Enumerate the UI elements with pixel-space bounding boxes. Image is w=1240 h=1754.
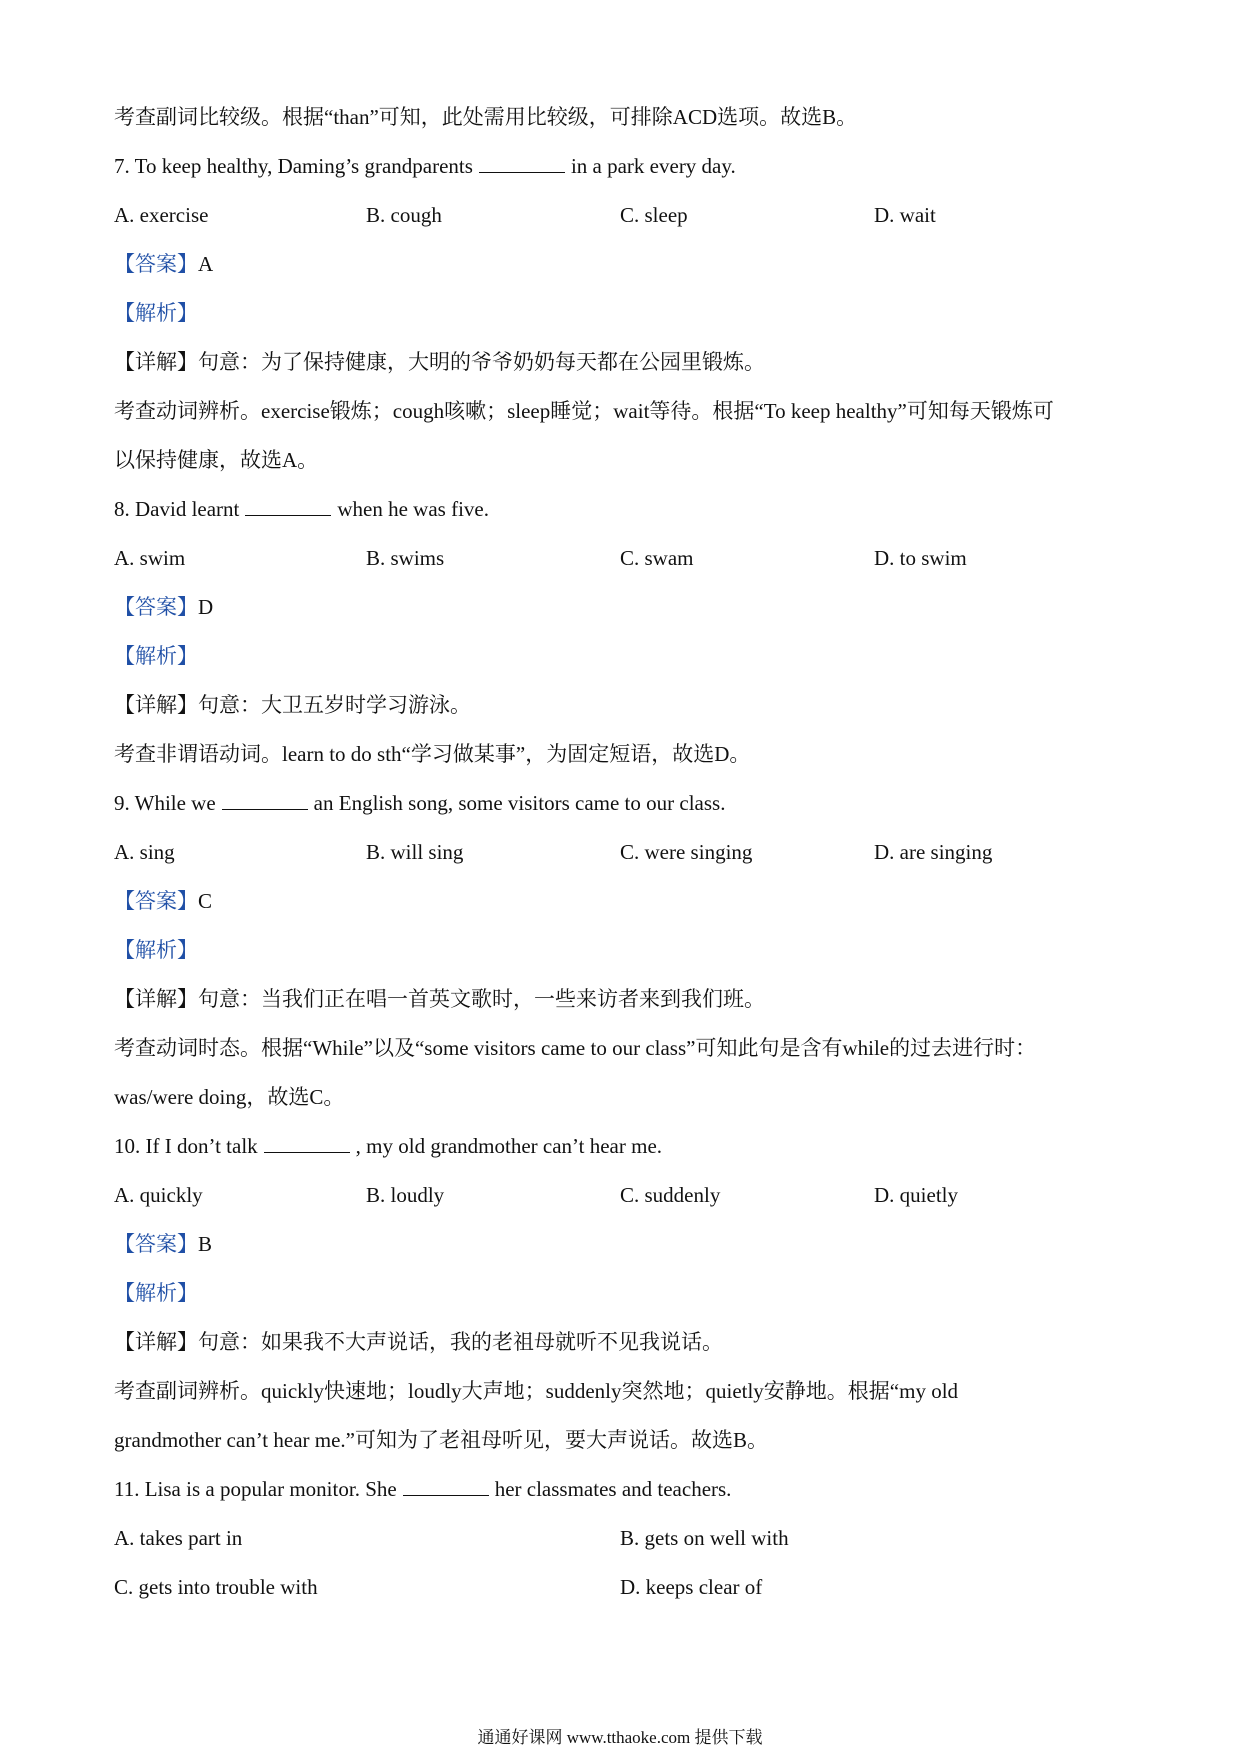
question-8-option-d: D. to swim xyxy=(874,546,967,570)
detail-text: 句意：为了保持健康，大明的爷爷奶奶每天都在公园里锻炼。 xyxy=(198,350,765,374)
question-10-explanation-line-2: grandmother can’t hear me.”可知为了老祖母听见，要大声说话。故选B。 xyxy=(114,1428,769,1452)
question-9-option-c: C. were singing xyxy=(620,840,753,864)
question-10-stem-start: 10. If I don’t talk xyxy=(114,1134,258,1158)
question-7-explanation-line-1: 考查动词辨析。exercise锻炼；cough咳嗽；sleep睡觉；wait等待。根据“To keep healthy”可知每天锻炼可 xyxy=(114,399,1054,423)
question-9 xyxy=(114,789,725,817)
question-10-stem-end: , my old grandmother can’t hear me. xyxy=(355,1134,663,1158)
question-8-stem-end: when he was five. xyxy=(337,497,489,521)
q6-explanation: 考查副词比较级。根据“than”可知，此处需用比较级，可排除ACD选项。故选B。 xyxy=(114,105,858,129)
question-8-option-b: B. swims xyxy=(366,546,445,570)
question-8-analysis-tag: 【解析】 xyxy=(114,644,198,668)
question-9-explanation-line-2: was/were doing，故选C。 xyxy=(114,1085,345,1109)
question-7-analysis-tag: 【解析】 xyxy=(114,301,198,325)
question-9-option-b: B. will sing xyxy=(366,840,464,864)
question-7-answer xyxy=(114,250,213,278)
question-8-answer xyxy=(114,593,213,621)
question-11 xyxy=(114,1475,731,1503)
question-8 xyxy=(114,495,489,523)
detail-text: 句意：当我们正在唱一首英文歌时，一些来访者来到我们班。 xyxy=(198,987,765,1011)
question-8-blank xyxy=(245,497,331,516)
question-9-detail xyxy=(114,985,765,1013)
answer-value: A xyxy=(198,252,214,276)
question-7-stem-start: 7. To keep healthy, Daming’s grandparents xyxy=(114,154,473,178)
question-9-stem-end: an English song, some visitors came to our class. xyxy=(313,791,726,815)
question-7-option-b: B. cough xyxy=(366,203,442,227)
detail-tag: 【详解】 xyxy=(114,350,198,374)
question-10-blank xyxy=(264,1134,350,1153)
question-8-option-c: C. swam xyxy=(620,546,694,570)
answer-tag: 【答案】 xyxy=(114,252,198,276)
question-7-detail xyxy=(114,348,765,376)
question-9-option-d: D. are singing xyxy=(874,840,993,864)
question-7-option-c: C. sleep xyxy=(620,203,688,227)
question-11-option-d: D. keeps clear of xyxy=(620,1575,763,1599)
question-9-option-a: A. sing xyxy=(114,840,175,864)
detail-text: 句意：大卫五岁时学习游泳。 xyxy=(198,693,471,717)
question-8-explanation-line-1: 考查非谓语动词。learn to do sth“学习做某事”，为固定短语，故选D。 xyxy=(114,742,751,766)
question-10-option-a: A. quickly xyxy=(114,1183,203,1207)
answer-value: C xyxy=(198,889,213,913)
detail-tag: 【详解】 xyxy=(114,693,198,717)
question-8-detail xyxy=(114,691,471,719)
answer-tag: 【答案】 xyxy=(114,889,198,913)
question-10-detail xyxy=(114,1328,723,1356)
answer-value: D xyxy=(198,595,214,619)
question-10-analysis-tag: 【解析】 xyxy=(114,1281,198,1305)
question-7-explanation-line-2: 以保持健康，故选A。 xyxy=(114,448,319,472)
question-10-explanation-line-1: 考查副词辨析。quickly快速地；loudly大声地；suddenly突然地；quietly安静地。根据“my old xyxy=(114,1379,959,1403)
question-10 xyxy=(114,1132,662,1160)
question-11-stem-start: 11. Lisa is a popular monitor. She xyxy=(114,1477,397,1501)
question-7-blank xyxy=(479,154,565,173)
question-8-option-a: A. swim xyxy=(114,546,186,570)
question-7 xyxy=(114,152,736,180)
question-11-option-c: C. gets into trouble with xyxy=(114,1575,318,1599)
question-10-option-d: D. quietly xyxy=(874,1183,958,1207)
question-11-option-a: A. takes part in xyxy=(114,1526,243,1550)
question-9-answer xyxy=(114,887,212,915)
question-7-option-a: A. exercise xyxy=(114,203,209,227)
question-9-explanation-line-1: 考查动词时态。根据“While”以及“some visitors came to our class”可知此句是含有while的过去进行时： xyxy=(114,1036,1037,1060)
question-9-analysis-tag: 【解析】 xyxy=(114,938,198,962)
question-11-option-b: B. gets on well with xyxy=(620,1526,789,1550)
question-7-stem-end: in a park every day. xyxy=(570,154,736,178)
detail-text: 句意：如果我不大声说话，我的老祖母就听不见我说话。 xyxy=(198,1330,723,1354)
question-10-option-c: C. suddenly xyxy=(620,1183,721,1207)
question-11-blank xyxy=(403,1477,489,1496)
question-11-stem-end: her classmates and teachers. xyxy=(494,1477,732,1501)
answer-tag: 【答案】 xyxy=(114,1232,198,1256)
page-footer: 通通好课网 www.tthaoke.com 提供下载 xyxy=(477,1728,763,1747)
answer-value: B xyxy=(198,1232,213,1256)
question-9-stem-start: 9. While we xyxy=(114,791,216,815)
question-10-option-b: B. loudly xyxy=(366,1183,445,1207)
question-7-option-d: D. wait xyxy=(874,203,936,227)
question-8-stem-start: 8. David learnt xyxy=(114,497,240,521)
detail-tag: 【详解】 xyxy=(114,987,198,1011)
detail-tag: 【详解】 xyxy=(114,1330,198,1354)
answer-tag: 【答案】 xyxy=(114,595,198,619)
question-10-answer xyxy=(114,1230,212,1258)
question-9-blank xyxy=(222,791,308,810)
